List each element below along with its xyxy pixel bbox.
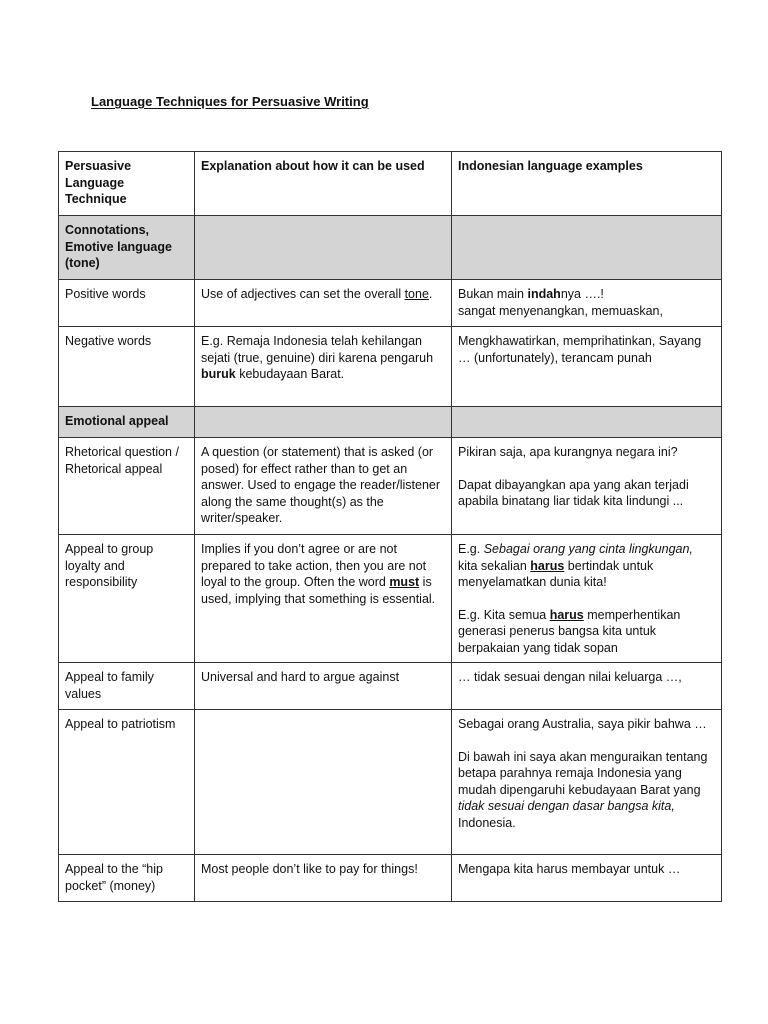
- example-text: nya ….!: [560, 287, 604, 301]
- technique-cell: Negative words: [59, 327, 195, 407]
- example-paragraph: Dapat dibayangkan apa yang akan terjadi apabila binatang liar tidak kita lindungi ...: [458, 477, 689, 508]
- underlined-word: tone: [404, 287, 429, 301]
- explanation-cell: [195, 280, 452, 327]
- example-text: memperhentikan generasi penerus bangsa kita untuk berpakaian yang tidak sopan: [458, 607, 681, 655]
- table-row-patriotism: [59, 710, 722, 855]
- example-paragraph: [458, 607, 715, 657]
- explanation-cell: [195, 710, 452, 855]
- example-paragraph: [458, 749, 715, 832]
- example-text: Indonesia.: [458, 815, 516, 830]
- table-row-group-loyalty: [59, 535, 722, 663]
- explanation-cell: [195, 535, 452, 663]
- explanation-cell: [195, 327, 452, 407]
- explanation-cell: A question (or statement) that is asked (or posed) for effect rather than to get an answer. Used to engage the reader/listener along the same thought(s) as the writer/speaker.: [195, 438, 452, 535]
- section-empty-cell: [195, 216, 452, 280]
- italic-phrase: Sebagai orang yang cinta lingkungan,: [483, 542, 693, 556]
- section-empty-cell: [195, 407, 452, 438]
- technique-cell: Positive words: [59, 280, 195, 327]
- example-paragraph: [458, 541, 715, 591]
- table-row-hip-pocket: [59, 855, 722, 902]
- header-examples: Indonesian language examples: [452, 152, 722, 216]
- example-cell: [452, 710, 722, 855]
- example-text: Di bawah ini saya akan menguraikan tentang betapa parahnya remaja Indonesia yang mudah dipengaruhi kebudayaan Barat yang: [458, 749, 708, 797]
- section-label-connotations: Connotations, Emotive language (tone): [59, 216, 195, 280]
- page-title: Language Techniques for Persuasive Writing: [91, 94, 369, 109]
- bold-underlined-word: harus: [530, 558, 565, 573]
- example-cell: Mengapa kita harus membayar untuk …: [452, 855, 722, 902]
- section-row-emotional-appeal: [59, 407, 722, 438]
- header-row: [59, 152, 722, 216]
- explanation-cell: Universal and hard to argue against: [195, 663, 452, 710]
- header-technique: Persuasive Language Technique: [59, 152, 195, 216]
- example-text: sangat menyenangkan, memuaskan,: [458, 303, 663, 318]
- table-row-negative-words: [59, 327, 722, 407]
- example-cell: Mengkhawatirkan, memprihatinkan, Sayang … (unfortunately), terancam punah: [452, 327, 722, 407]
- example-cell: [452, 535, 722, 663]
- table-row-positive-words: [59, 280, 722, 327]
- example-text: bertindak untuk menyelamatkan dunia kita!: [458, 558, 654, 589]
- table-row-family-values: [59, 663, 722, 710]
- example-paragraph: Pikiran saja, apa kurangnya negara ini?: [458, 445, 678, 459]
- technique-cell: Appeal to group loyalty and responsibility: [59, 535, 195, 663]
- bold-word: indah: [527, 287, 561, 301]
- table-row-rhetorical: [59, 438, 722, 535]
- section-label-emotional: Emotional appeal: [59, 407, 195, 438]
- section-empty-cell: [452, 216, 722, 280]
- example-cell: [452, 438, 722, 535]
- bold-word: buruk: [201, 367, 236, 381]
- explanation-text: .: [428, 287, 433, 301]
- explanation-text: E.g. Remaja Indonesia telah kehilangan sejati (true, genuine) diri karena pengaruh: [201, 334, 434, 365]
- example-text: E.g.: [458, 542, 484, 556]
- section-row-connotations: [59, 216, 722, 280]
- example-text: Bukan main: [458, 287, 528, 301]
- example-text: E.g. Kita semua: [458, 607, 550, 622]
- technique-cell: Rhetorical question / Rhetorical appeal: [59, 438, 195, 535]
- technique-cell: Appeal to the “hip pocket” (money): [59, 855, 195, 902]
- example-paragraph: Sebagai orang Australia, saya pikir bahwa …: [458, 717, 707, 731]
- technique-cell: Appeal to family values: [59, 663, 195, 710]
- example-text: kita sekalian: [458, 558, 531, 573]
- example-cell: … tidak sesuai dengan nilai keluarga …,: [452, 663, 722, 710]
- technique-cell: Appeal to patriotism: [59, 710, 195, 855]
- explanation-text: kebudayaan Barat.: [235, 367, 345, 381]
- explanation-text: Implies if you don’t agree or are not prepared to take action, then you are not loyal to the group. Often the word: [201, 542, 427, 589]
- header-explanation: Explanation about how it can be used: [195, 152, 452, 216]
- techniques-table: [58, 151, 722, 902]
- bold-underlined-word: harus: [549, 607, 584, 622]
- explanation-cell: Most people don’t like to pay for things!: [195, 855, 452, 902]
- explanation-text: Use of adjectives can set the overall: [201, 287, 405, 301]
- explanation-text: is used, implying that something is essential.: [201, 575, 436, 606]
- bold-underlined-word: must: [389, 575, 420, 589]
- example-cell: [452, 280, 722, 327]
- section-empty-cell: [452, 407, 722, 438]
- italic-phrase: tidak sesuai dengan dasar bangsa kita,: [458, 799, 675, 813]
